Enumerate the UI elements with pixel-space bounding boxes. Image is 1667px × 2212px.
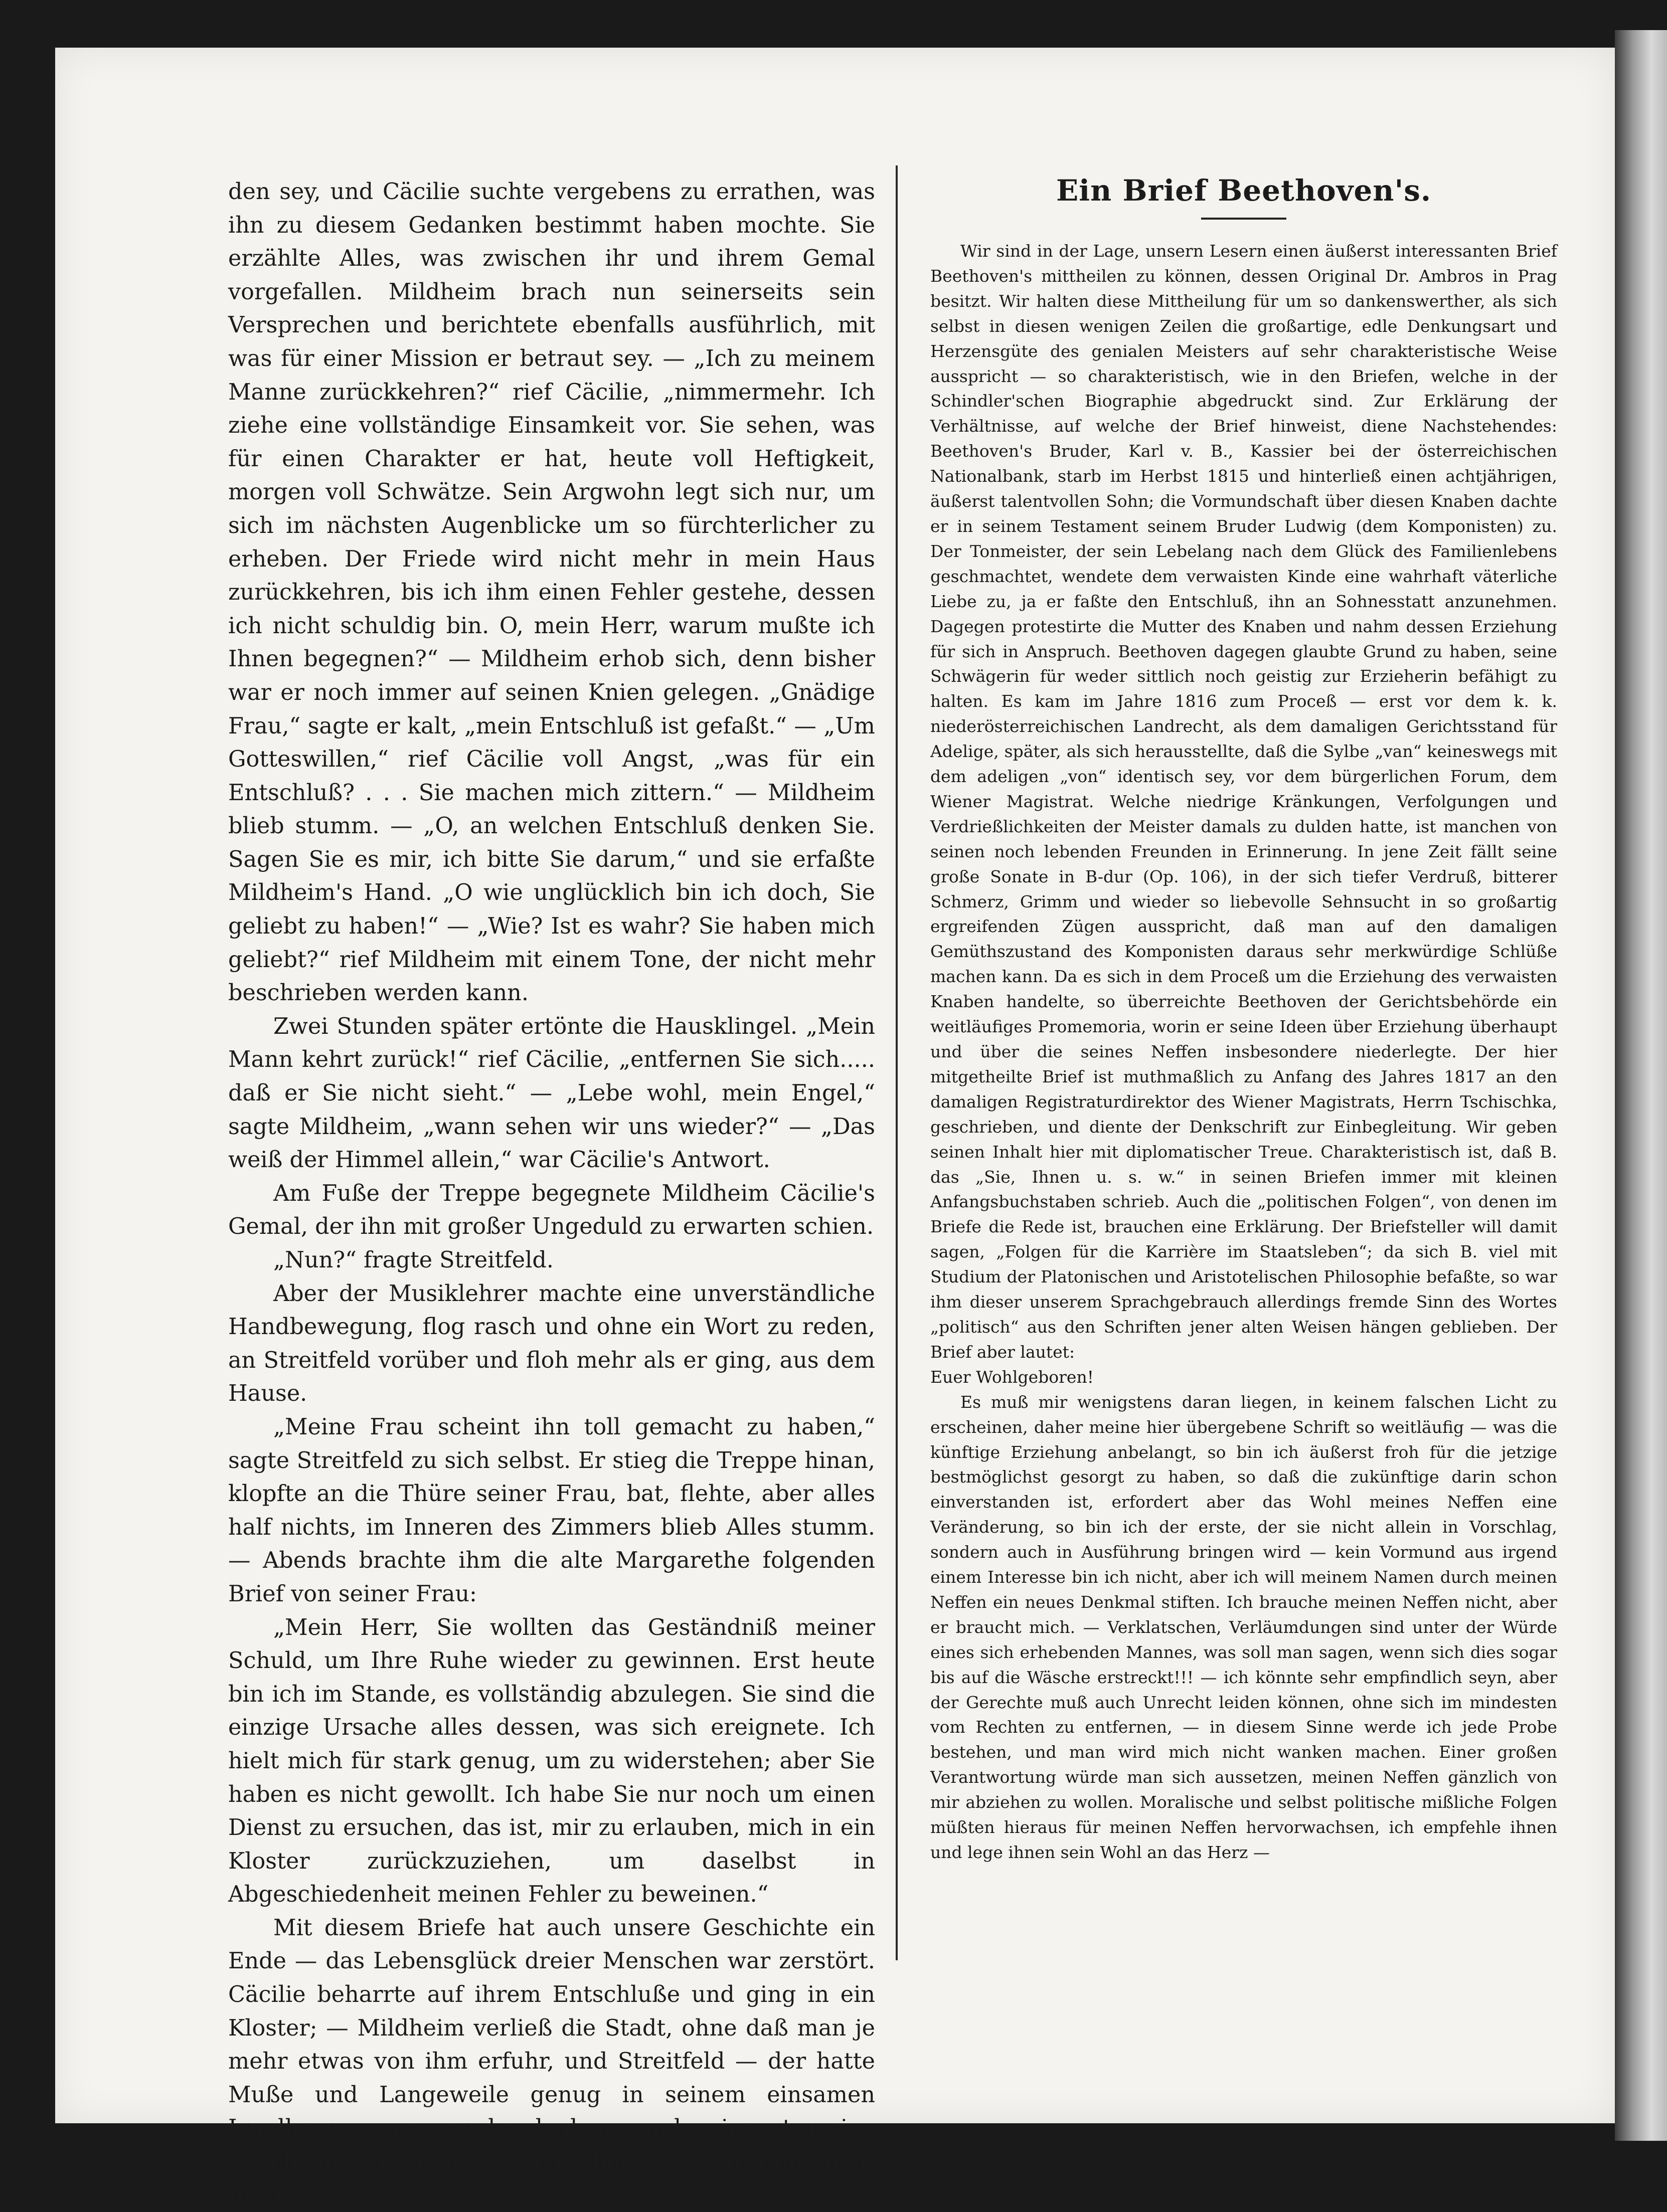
story-paragraph-8: Mit diesem Briefe hat auch unsere Geschichte ein Ende — das Lebensglück dreier Menschen war zerstört. Cäcilie beharrte auf ihrem Entschluße und ging in ein Kloster; — Mildheim verließ die Stadt, ohne daß man je mehr etwas von ihm erfuhr, und Streitfeld — der hatte Muße und Langeweile genug in seinem einsamen Landhause, um nachzudenken und eine traurige Geschichte darüber zu schreiben: „Wohin Eifersucht führt.“ xyxy=(228,1915,875,2208)
heading-rule xyxy=(1201,218,1286,220)
story-paragraph-7: „Mein Herr, Sie wollten das Geständniß meiner Schuld, um Ihre Ruhe wieder zu gewinnen. Erst heute bin ich im Stande, es vollständig abzulegen. Sie sind die einzige Ursache alles dessen, was sich ereignete. Ich hielt mich für stark genug, um zu widerstehen; aber Sie haben es nicht gewollt. Ich habe Sie nur noch um einen Dienst zu ersuchen, das ist, mir zu erlauben, mich in ein Kloster zurückzuziehen, um daselbst in Abgeschiedenheit meinen Fehler zu beweinen.“ xyxy=(228,1614,875,1908)
story-paragraph-5: Aber der Musiklehrer machte eine unverständliche Handbewegung, flog rasch und ohne ein Wort zu reden, an Streitfeld vorüber und floh mehr als er ging, aus dem Hause. xyxy=(228,1280,875,1407)
letter-body: Es muß mir wenigstens daran liegen, in keinem falschen Licht zu erscheinen, daher meine hier übergebene Schrift so weitläufig — was die künftige Erziehung anbelangt, so bin ich äußerst froh für die jetzige bestmöglichst gesorgt zu haben, so daß die zukünftige darin schon einverstanden ist, erfordert aber das Wohl meines Neffen eine Veränderung, so bin ich der erste, der sie nicht allein in Vorschlag, sondern auch in Ausführung bringen wird — kein Vormund aus irgend einem Interesse bin ich nicht, aber ich will meinem Namen durch meinen Neffen ein neues Denkmal stiften. Ich brauche meinen Neffen nicht, aber er braucht mich. — Verklatschen, Verläumdungen sind unter der Würde eines sich erhebenden Mannes, was soll man sagen, wenn sich dies sogar bis auf die Wäsche erstreckt!!! — ich könnte sehr empfindlich seyn, aber der Gerechte muß auch Unrecht leiden können, ohne sich im mindesten vom Rechten zu entfernen, — in diesem Sinne werde ich jede Probe bestehen, und man wird mich nicht wanken machen. Einer großen Verantwortung würde man sich aussetzen, meinen Neffen gänzlich von mir abziehen zu wollen. Moralische und selbst politische mißliche Folgen müßten hieraus für meinen Neffen hervorwachsen, ich empfehle ihnen und lege ihnen sein Wohl an das Herz — xyxy=(930,1392,1557,1862)
letter-salutation: Euer Wohlgeboren! xyxy=(930,1367,1094,1387)
story-paragraph-4: „Nun?“ fragte Streitfeld. xyxy=(273,1247,554,1273)
story-paragraph-1: den sey, und Cäcilie suchte vergebens zu errathen, was ihn zu diesem Gedanken bestimmt haben mochte. Sie erzählte Alles, was zwischen ihr und ihrem Gemal vorgefallen. Mildheim brach nun seinerseits sein Versprechen und berichtete ebenfalls ausführlich, mit was für einer Mission er betraut sey. — „Ich zu meinem Manne zurückkehren?“ rief Cäcilie, „nimmermehr. Ich ziehe eine vollständige Einsamkeit vor. Sie sehen, was für einen Charakter er hat, heute voll Heftigkeit, morgen voll Schwätze. Sein Argwohn legt sich nur, um sich im nächsten Augenblicke um so fürchterlicher zu erheben. Der Friede wird nicht mehr in mein Haus zurückkehren, bis ich ihm einen Fehler gestehe, dessen ich nicht schuldig bin. O, mein Herr, warum mußte ich Ihnen begegnen?“ — Mildheim erhob sich, denn bisher war er noch immer auf seinen Knien gelegen. „Gnädige Frau,“ sagte er kalt, „mein Entschluß ist gefaßt.“ — „Um Gotteswillen,“ rief Cäcilie voll Angst, „was für ein Entschluß? . . . Sie machen mich zittern.“ — Mildheim blieb stumm. — „O, an welchen Entschluß denken Sie. Sagen Sie es mir, ich bitte Sie darum,“ und sie erfaßte Mildheim's Hand. „O wie unglücklich bin ich doch, Sie geliebt zu haben!“ — „Wie? Ist es wahr? Sie haben mich geliebt?“ rief Mildheim mit einem Tone, der nicht mehr beschrieben werden kann. xyxy=(228,179,875,1006)
story-paragraph-2: Zwei Stunden später ertönte die Hausklingel. „Mein Mann kehrt zurück!“ rief Cäcilie, „entfernen Sie sich..... daß er Sie nicht sieht.“ — „Lebe wohl, mein Engel,“ sagte Mildheim, „wann sehen wir uns wieder?“ — „Das weiß der Himmel allein,“ war Cäcilie's Antwort. xyxy=(228,1013,875,1173)
article-heading: Ein Brief Beethoven's. xyxy=(1056,173,1432,208)
adjacent-page-edge xyxy=(1615,30,1667,2141)
story-paragraph-3: Am Fuße der Treppe begegnete Mildheim Cäcilie's Gemal, der ihn mit großer Ungeduld zu erwarten schien. xyxy=(228,1180,875,1240)
article-intro: Wir sind in der Lage, unsern Lesern einen äußerst interessanten Brief Beethoven's mittheilen zu können, dessen Original Dr. Ambros in Prag besitzt. Wir halten diese Mittheilung für um so dankenswerther, als sich selbst in diesen wenigen Zeilen die großartige, edle Denkungsart und Herzensgüte des genialen Meisters auf sehr charakteristische Weise ausspricht — so charakteristisch, wie in den Briefen, welche in der Schindler'schen Biographie abgedruckt sind. Zur Erklärung der Verhältnisse, auf welche der Brief hinweist, diene Nachstehendes: Beethoven's Bruder, Karl v. B., Kassier bei der österreichischen Nationalbank, starb im Herbst 1815 und hinterließ einen achtjährigen, äußerst talentvollen Sohn; die Vormundschaft über diesen Knaben dachte er in seinem Testament seinem Bruder Ludwig (dem Komponisten) zu. Der Tonmeister, der sein Lebelang nach dem Glück des Familienlebens geschmachtet, wendete dem verwaisten Kinde eine wahrhaft väterliche Liebe zu, ja er faßte den Entschluß, ihn an Sohnesstatt anzunehmen. Dagegen protestirte die Mutter des Knaben und nahm dessen Erziehung für sich in Anspruch. Beethoven dagegen glaubte Grund zu haben, seine Schwägerin für weder sittlich noch geistig zur Erzieherin befähigt zu halten. Es kam im Jahre 1816 zum Proceß — erst vor dem k. k. niederösterreichischen Landrecht, als dem damaligen Gerichtsstand für Adelige, später, als sich herausstellte, daß die Sylbe „van“ keineswegs mit dem adeligen „von“ identisch sey, vor dem bürgerlichen Forum, dem Wiener Magistrat. Welche niedrige Kränkungen, Verfolgungen und Verdrießlichkeiten der Meister damals zu dulden hatte, ist manchen von seinen noch lebenden Freunden in Erinnerung. In jene Zeit fällt seine große Sonate in B-dur (Op. 106), in der sich tiefer Verdruß, bitterer Schmerz, Grimm und wieder so liebevolle Sehnsucht in so großartig ergreifenden Zügen ausspricht, daß man auf den damaligen Gemüthszustand des Komponisten daraus sehr merkwürdige Schlüße machen kann. Da es sich in dem Proceß um die Erziehung des verwaisten Knaben handelte, so überreichte Beethoven der Gerichtsbehörde ein weitläufiges Promemoria, worin er seine Ideen über Erziehung überhaupt und über die seines Neffen insbesondere niederlegte. Der hier mitgetheilte Brief ist muthmaßlich zu Anfang des Jahres 1817 an den damaligen Registraturdirektor des Wiener Magistrats, Herrn Tschischka, geschrieben, und diente der Denkschrift zur Einbegleitung. Wir geben seinen Inhalt hier mit diplomatischer Treue. Charakteristisch ist, daß B. das „Sie, Ihnen u. s. w.“ in seinen Briefen immer mit kleinen Anfangsbuchstaben schrieb. Auch die „politischen Folgen“, von denen im Briefe die Rede ist, brauchen eine Erklärung. Der Briefsteller will damit sagen, „Folgen für die Karrière im Staatsleben“; da sich B. viel mit Studium der Platonischen und Aristotelischen Philosophie befaßte, so war ihm dieser unserem Sprachgebrauch allerdings fremde Sinn des Wortes „politisch“ aus den Schriften jener alten Weisen hängen geblieben. Der Brief aber lautet: xyxy=(930,241,1557,1362)
story-paragraph-6: „Meine Frau scheint ihn toll gemacht zu haben,“ sagte Streitfeld zu sich selbst. Er stieg die Treppe hinan, klopfte an die Thüre seiner Frau, bat, flehte, aber alles half nichts, im Inneren des Zimmers blieb Alles stumm. — Abends brachte ihm die alte Margarethe folgenden Brief von seiner Frau: xyxy=(228,1414,875,1607)
left-column xyxy=(228,175,875,2212)
column-divider xyxy=(896,165,898,1960)
right-column xyxy=(930,175,1557,1865)
